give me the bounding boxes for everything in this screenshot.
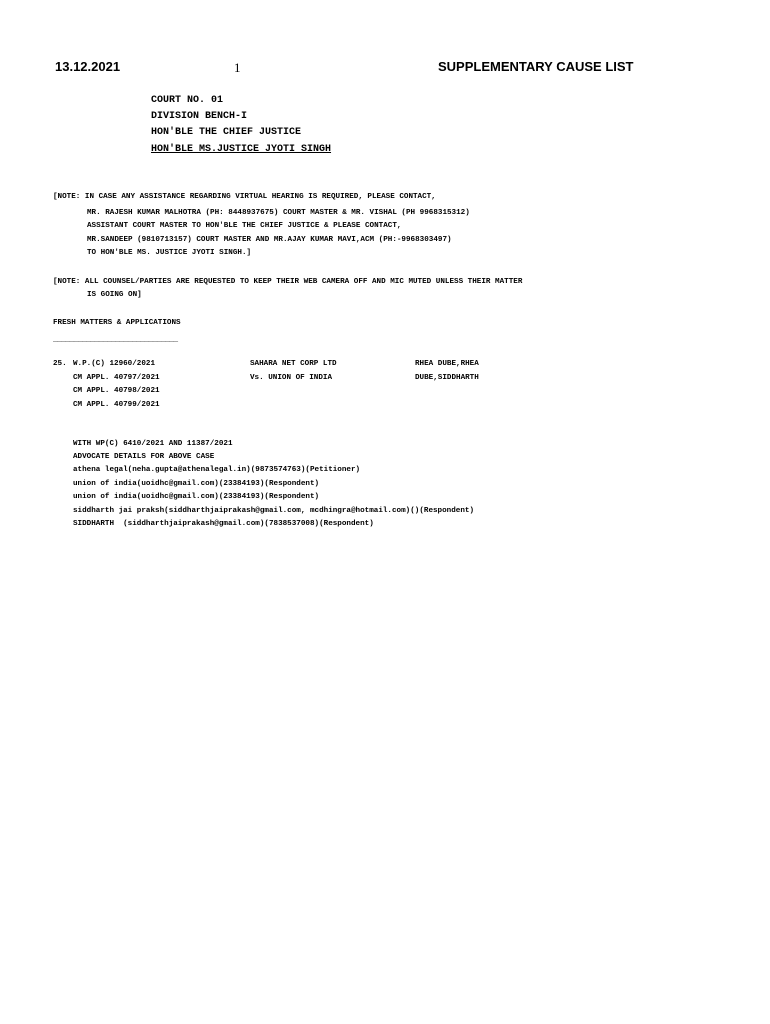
list-date: 13.12.2021 — [55, 59, 121, 74]
list-title: SUPPLEMENTARY CAUSE LIST — [438, 59, 634, 74]
counsel-names: RHEA DUBE,RHEA — [415, 360, 479, 368]
note-line: [NOTE: ALL COUNSEL/PARTIES ARE REQUESTED TO KEEP THEIR WEB CAMERA OFF AND MIC MUTED UNLESS THEIR MATTER — [53, 278, 523, 286]
counsel-names: DUBE,SIDDHARTH — [415, 374, 479, 382]
connected-matters: WITH WP(C) 6410/2021 AND 11387/2021 — [73, 440, 233, 448]
application-number: CM APPL. 40797/2021 — [73, 374, 160, 382]
respondent-name: Vs. UNION OF INDIA — [250, 374, 333, 382]
division-bench: DIVISION BENCH-I — [151, 111, 248, 122]
note-line: [NOTE: IN CASE ANY ASSISTANCE REGARDING VIRTUAL HEARING IS REQUIRED, PLEASE CONTACT, — [53, 193, 436, 201]
petitioner-name: SAHARA NET CORP LTD — [250, 360, 337, 368]
note-line: MR. RAJESH KUMAR MALHOTRA (PH: 8448937675) COURT MASTER & MR. VISHAL (PH 9968315312) — [87, 209, 470, 217]
section-rule: ______________________________ — [53, 336, 178, 344]
advocate-details-heading: ADVOCATE DETAILS FOR ABOVE CASE — [73, 453, 215, 461]
note-line: MR.SANDEEP (9810713157) COURT MASTER AND MR.AJAY KUMAR MAVI,ACM (PH:-9968303497) — [87, 236, 452, 244]
advocate-entry: union of india(uoidhc@gmail.com)(23384193)(Respondent) — [73, 480, 320, 488]
note-line: ASSISTANT COURT MASTER TO HON'BLE THE CHIEF JUSTICE & PLEASE CONTACT, — [87, 222, 402, 230]
note-line: TO HON'BLE MS. JUSTICE JYOTI SINGH.] — [87, 249, 252, 257]
judge-justice-jyoti-singh: HON'BLE MS.JUSTICE JYOTI SINGH — [151, 144, 332, 155]
advocate-entry: union of india(uoidhc@gmail.com)(23384193)(Respondent) — [73, 493, 320, 501]
advocate-entry: siddharth jai praksh(siddharthjaiprakash@gmail.com, mcdhingra@hotmail.com)()(Respondent) — [73, 507, 475, 515]
advocate-entry: athena legal(neha.gupta@athenalegal.in)(9873574763)(Petitioner) — [73, 466, 361, 474]
judge-chief-justice: HON'BLE THE CHIEF JUSTICE — [151, 127, 302, 138]
court-number: COURT NO. 01 — [151, 95, 224, 106]
item-number: 25. — [53, 360, 67, 368]
section-heading: FRESH MATTERS & APPLICATIONS — [53, 319, 181, 327]
case-number: W.P.(C) 12960/2021 — [73, 360, 156, 368]
application-number: CM APPL. 40799/2021 — [73, 401, 160, 409]
application-number: CM APPL. 40798/2021 — [73, 387, 160, 395]
advocate-entry: SIDDHARTH (siddharthjaiprakash@gmail.com)(7838537008)(Respondent) — [73, 520, 374, 528]
page-number: 1 — [234, 60, 241, 75]
note-line: IS GOING ON] — [87, 291, 142, 299]
